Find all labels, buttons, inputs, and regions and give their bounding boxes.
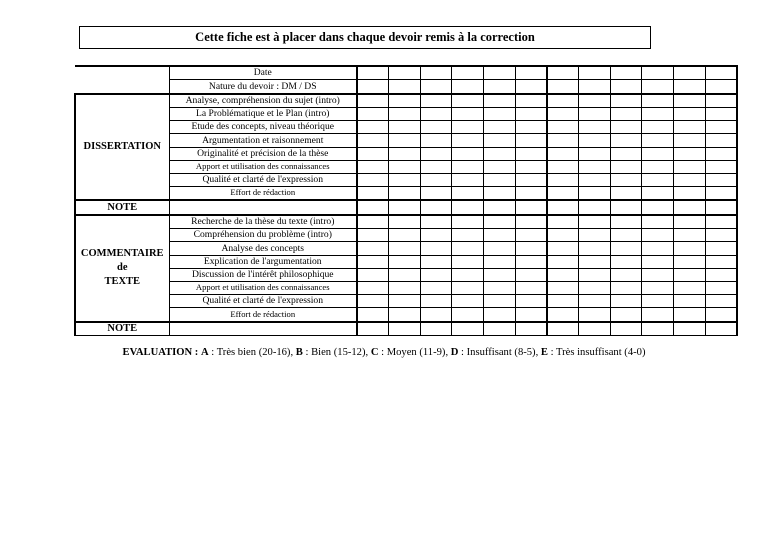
grade-cell[interactable] [579,268,611,281]
grade-cell[interactable] [420,147,452,160]
grade-cell[interactable] [452,94,484,108]
grade-cell[interactable] [484,200,516,214]
grade-cell[interactable] [547,268,579,281]
grade-cell[interactable] [579,94,611,108]
nature-label: Nature du devoir : DM / DS [169,80,357,94]
grade-cell[interactable] [705,281,737,294]
grade-cell[interactable] [674,295,706,308]
grade-cell[interactable] [642,322,674,336]
grade-cell[interactable] [357,200,389,214]
grade-cell[interactable] [515,295,547,308]
grade-cell[interactable] [579,160,611,173]
grade-cell[interactable] [642,173,674,186]
grade-cell[interactable] [547,94,579,108]
grade-cell[interactable] [420,295,452,308]
grade-cell[interactable] [547,308,579,322]
grade-cell[interactable] [420,268,452,281]
grade-letter: A [201,347,209,358]
grade-description: : Très insuffisant (4-0) [547,347,646,358]
grade-cell[interactable] [610,322,642,336]
grade-cell[interactable] [674,268,706,281]
grade-cell[interactable] [515,94,547,108]
grade-cell[interactable] [357,134,389,147]
grade-cell[interactable] [484,281,516,294]
grade-cell[interactable] [389,200,421,214]
grade-cell[interactable] [705,147,737,160]
grade-cell[interactable] [674,107,706,120]
grade-cell[interactable] [705,242,737,255]
grade-cell[interactable] [357,308,389,322]
grade-cell[interactable] [674,200,706,214]
grade-cell[interactable] [389,229,421,242]
grade-cell[interactable] [452,121,484,134]
grade-cell[interactable] [579,147,611,160]
grade-cell[interactable] [515,134,547,147]
grade-cell[interactable] [547,134,579,147]
grade-cell[interactable] [579,121,611,134]
grade-cell[interactable] [642,200,674,214]
grade-cell[interactable] [642,147,674,160]
grade-cell[interactable] [389,281,421,294]
grade-cell[interactable] [420,94,452,108]
grade-cell[interactable] [515,281,547,294]
grade-cell[interactable] [484,308,516,322]
grade-cell[interactable] [705,215,737,229]
grade-cell[interactable] [420,281,452,294]
grade-cell[interactable] [610,295,642,308]
criterion-label: Effort de rédaction [169,187,357,201]
grade-cell[interactable] [357,255,389,268]
grade-cell[interactable] [674,147,706,160]
grade-cell[interactable] [674,173,706,186]
grade-cell[interactable] [357,173,389,186]
commentaire-category-text: COMMENTAIRE [80,248,164,260]
grade-cell[interactable] [642,229,674,242]
grade-cell[interactable] [357,322,389,336]
evaluation-legend [0,347,768,358]
grade-cell[interactable] [610,66,642,80]
grade-cell[interactable] [579,80,611,94]
grade-cell[interactable] [610,229,642,242]
grade-cell[interactable] [705,268,737,281]
grade-cell[interactable] [389,187,421,201]
grade-cell[interactable] [357,229,389,242]
grade-cell[interactable] [389,242,421,255]
grade-cell[interactable] [452,308,484,322]
grade-cell[interactable] [674,94,706,108]
grade-cell[interactable] [357,94,389,108]
grade-cell[interactable] [642,80,674,94]
grade-cell[interactable] [610,242,642,255]
grade-cell[interactable] [642,107,674,120]
grade-cell[interactable] [610,308,642,322]
grade-cell[interactable] [610,107,642,120]
grade-cell[interactable] [642,242,674,255]
dissertation-category [75,94,169,201]
criterion-label: Argumentation et raisonnement [169,134,357,147]
grade-cell[interactable] [547,160,579,173]
grade-cell[interactable] [420,255,452,268]
grade-cell[interactable] [547,107,579,120]
grade-cell[interactable] [484,255,516,268]
grade-cell[interactable] [452,268,484,281]
grade-cell[interactable] [547,229,579,242]
grade-cell[interactable] [452,160,484,173]
grade-cell[interactable] [420,308,452,322]
grade-cell[interactable] [610,200,642,214]
note-input[interactable] [169,200,357,214]
grade-cell[interactable] [515,121,547,134]
grade-cell[interactable] [420,187,452,201]
grade-cell[interactable] [642,255,674,268]
grade-cell[interactable] [389,160,421,173]
grade-cell[interactable] [642,121,674,134]
grade-cell[interactable] [515,322,547,336]
grade-cell[interactable] [389,255,421,268]
grade-cell[interactable] [642,308,674,322]
grade-cell[interactable] [547,200,579,214]
grade-cell[interactable] [547,173,579,186]
grade-cell[interactable] [389,94,421,108]
grade-cell[interactable] [420,173,452,186]
grade-cell[interactable] [420,322,452,336]
grade-cell[interactable] [484,80,516,94]
grade-cell[interactable] [579,173,611,186]
grade-cell[interactable] [579,215,611,229]
criterion-label: Recherche de la thèse du texte (intro) [169,215,357,229]
grade-cell[interactable] [484,173,516,186]
grade-cell[interactable] [452,187,484,201]
commentaire-category-text: de [117,262,128,274]
grade-cell[interactable] [357,281,389,294]
grade-cell[interactable] [579,187,611,201]
grade-cell[interactable] [484,229,516,242]
criterion-label: Qualité et clarté de l'expression [169,295,357,308]
grade-description: : Insuffisant (8-5), [458,347,541,358]
grade-cell[interactable] [705,295,737,308]
grade-cell[interactable] [484,268,516,281]
grade-cell[interactable] [547,187,579,201]
grade-cell[interactable] [357,80,389,94]
criterion-label: Explication de l'argumentation [169,255,357,268]
grade-letter: C [370,347,379,358]
grade-cell[interactable] [452,66,484,80]
grade-cell[interactable] [547,147,579,160]
grade-cell[interactable] [452,147,484,160]
evaluation-prefix: EVALUATION : [122,347,199,358]
grade-cell[interactable] [452,107,484,120]
grade-cell[interactable] [452,255,484,268]
grade-cell[interactable] [515,268,547,281]
instruction-title: Cette fiche est à placer dans chaque devoir remis à la correction [195,30,535,44]
grade-cell[interactable] [674,80,706,94]
grade-cell[interactable] [389,107,421,120]
grade-cell[interactable] [452,200,484,214]
grade-cell[interactable] [357,160,389,173]
grade-cell[interactable] [547,242,579,255]
grade-cell[interactable] [674,160,706,173]
grade-cell[interactable] [389,308,421,322]
criterion-label: Analyse, compréhension du sujet (intro) [169,94,357,108]
grade-cell[interactable] [610,147,642,160]
grade-cell[interactable] [610,187,642,201]
grade-cell[interactable] [357,268,389,281]
grade-cell[interactable] [642,94,674,108]
grade-cell[interactable] [610,281,642,294]
grade-cell[interactable] [515,215,547,229]
grade-letter: E [540,347,548,358]
grade-cell[interactable] [579,242,611,255]
note-label: NOTE [75,200,169,214]
note-input[interactable] [169,322,357,336]
grade-cell[interactable] [357,66,389,80]
grade-cell[interactable] [484,94,516,108]
grade-cell[interactable] [389,268,421,281]
grade-cell[interactable] [610,160,642,173]
commentaire-category-text: TEXTE [104,276,141,288]
grade-cell[interactable] [579,66,611,80]
grade-cell[interactable] [579,200,611,214]
grade-cell[interactable] [705,173,737,186]
grade-description: : Très bien (20-16), [208,347,296,358]
grade-cell[interactable] [484,147,516,160]
grade-cell[interactable] [674,215,706,229]
grade-cell[interactable] [357,187,389,201]
grade-cell[interactable] [547,215,579,229]
grade-cell[interactable] [579,107,611,120]
grade-cell[interactable] [515,187,547,201]
grade-cell[interactable] [484,160,516,173]
grade-letter: B [295,347,303,358]
grade-cell[interactable] [389,147,421,160]
grade-cell[interactable] [420,107,452,120]
grade-cell[interactable] [452,295,484,308]
grade-cell[interactable] [547,66,579,80]
grade-cell[interactable] [674,308,706,322]
grade-cell[interactable] [357,242,389,255]
grade-cell[interactable] [420,134,452,147]
date-label: Date [169,66,357,80]
grade-cell[interactable] [610,134,642,147]
grade-cell[interactable] [389,295,421,308]
grade-cell[interactable] [547,255,579,268]
criterion-label: Effort de rédaction [169,308,357,322]
grade-cell[interactable] [705,255,737,268]
grade-cell[interactable] [610,255,642,268]
grade-cell[interactable] [484,134,516,147]
grade-cell[interactable] [547,80,579,94]
grade-cell[interactable] [705,66,737,80]
grade-cell[interactable] [642,66,674,80]
grade-cell[interactable] [484,242,516,255]
grade-cell[interactable] [420,215,452,229]
grade-cell[interactable] [357,121,389,134]
criterion-label: Etude des concepts, niveau théorique [169,121,357,134]
grade-cell[interactable] [642,160,674,173]
grade-description: : Moyen (11-9), [378,347,451,358]
grade-cell[interactable] [515,160,547,173]
grade-cell[interactable] [674,66,706,80]
grade-cell[interactable] [357,147,389,160]
grade-cell[interactable] [452,215,484,229]
grade-cell[interactable] [484,66,516,80]
grade-cell[interactable] [389,121,421,134]
grade-cell[interactable] [705,308,737,322]
grade-cell[interactable] [642,187,674,201]
grade-cell[interactable] [674,134,706,147]
dissertation-category-text: DISSERTATION [83,141,161,152]
grade-cell[interactable] [452,173,484,186]
criterion-label: Discussion de l'intérêt philosophique [169,268,357,281]
grade-cell[interactable] [642,215,674,229]
grade-cell[interactable] [579,281,611,294]
grade-description: : Bien (15-12), [302,347,371,358]
grade-cell[interactable] [452,80,484,94]
grade-cell[interactable] [705,107,737,120]
criterion-label: La Problématique et le Plan (intro) [169,107,357,120]
grade-cell[interactable] [515,308,547,322]
grade-cell[interactable] [515,147,547,160]
grade-cell[interactable] [452,281,484,294]
grade-letter: D [450,347,459,358]
criterion-label: Apport et utilisation des connaissances [169,160,357,173]
grade-cell[interactable] [610,121,642,134]
grade-cell[interactable] [579,229,611,242]
grade-cell[interactable] [484,107,516,120]
empty-corner [75,66,169,94]
grade-cell[interactable] [705,160,737,173]
grade-cell[interactable] [452,322,484,336]
grade-cell[interactable] [484,295,516,308]
grade-cell[interactable] [420,242,452,255]
grade-cell[interactable] [642,268,674,281]
grade-cell[interactable] [420,80,452,94]
grade-cell[interactable] [610,94,642,108]
instruction-header [79,26,651,49]
grade-cell[interactable] [705,121,737,134]
grade-cell[interactable] [547,295,579,308]
grade-cell[interactable] [515,229,547,242]
grade-cell[interactable] [642,281,674,294]
grade-cell[interactable] [420,160,452,173]
grade-cell[interactable] [452,134,484,147]
note-label: NOTE [75,322,169,336]
grade-cell[interactable] [515,255,547,268]
grade-cell[interactable] [610,215,642,229]
criterion-label: Apport et utilisation des connaissances [169,281,357,294]
evaluation-grid [74,65,738,336]
grade-cell[interactable] [484,121,516,134]
grade-cell[interactable] [420,121,452,134]
grade-cell[interactable] [515,80,547,94]
grade-cell[interactable] [515,173,547,186]
grade-cell[interactable] [674,229,706,242]
grade-cell[interactable] [705,94,737,108]
grade-cell[interactable] [705,80,737,94]
grade-cell[interactable] [579,295,611,308]
grade-cell[interactable] [420,66,452,80]
grade-cell[interactable] [674,255,706,268]
grade-cell[interactable] [579,322,611,336]
grade-cell[interactable] [452,242,484,255]
grade-cell[interactable] [674,242,706,255]
grade-cell[interactable] [484,215,516,229]
grade-cell[interactable] [579,308,611,322]
grade-cell[interactable] [484,187,516,201]
grade-cell[interactable] [389,215,421,229]
grade-cell[interactable] [674,121,706,134]
grade-cell[interactable] [515,242,547,255]
grade-cell[interactable] [705,229,737,242]
grade-cell[interactable] [674,281,706,294]
grade-cell[interactable] [389,322,421,336]
grade-cell[interactable] [705,134,737,147]
grade-cell[interactable] [484,322,516,336]
grade-cell[interactable] [705,322,737,336]
grade-cell[interactable] [420,229,452,242]
grade-cell[interactable] [642,134,674,147]
grade-cell[interactable] [674,187,706,201]
criterion-label: Compréhension du problème (intro) [169,229,357,242]
grade-cell[interactable] [547,281,579,294]
grade-cell[interactable] [515,107,547,120]
grade-cell[interactable] [357,215,389,229]
grade-cell[interactable] [389,134,421,147]
grade-cell[interactable] [705,200,737,214]
grade-cell[interactable] [610,268,642,281]
grade-cell[interactable] [547,322,579,336]
grade-cell[interactable] [389,80,421,94]
grade-cell[interactable] [357,107,389,120]
grade-cell[interactable] [610,80,642,94]
grade-cell[interactable] [579,134,611,147]
grade-cell[interactable] [357,295,389,308]
grade-cell[interactable] [452,229,484,242]
grade-cell[interactable] [642,295,674,308]
grade-cell[interactable] [389,173,421,186]
grade-cell[interactable] [515,66,547,80]
grade-cell[interactable] [420,200,452,214]
grade-cell[interactable] [674,322,706,336]
grade-cell[interactable] [610,173,642,186]
criterion-label: Originalité et précision de la thèse [169,147,357,160]
commentaire-category [75,215,169,322]
grade-cell[interactable] [705,187,737,201]
grade-cell[interactable] [579,255,611,268]
criterion-label: Analyse des concepts [169,242,357,255]
grade-cell[interactable] [547,121,579,134]
grade-cell[interactable] [515,200,547,214]
criterion-label: Qualité et clarté de l'expression [169,173,357,186]
grade-cell[interactable] [389,66,421,80]
